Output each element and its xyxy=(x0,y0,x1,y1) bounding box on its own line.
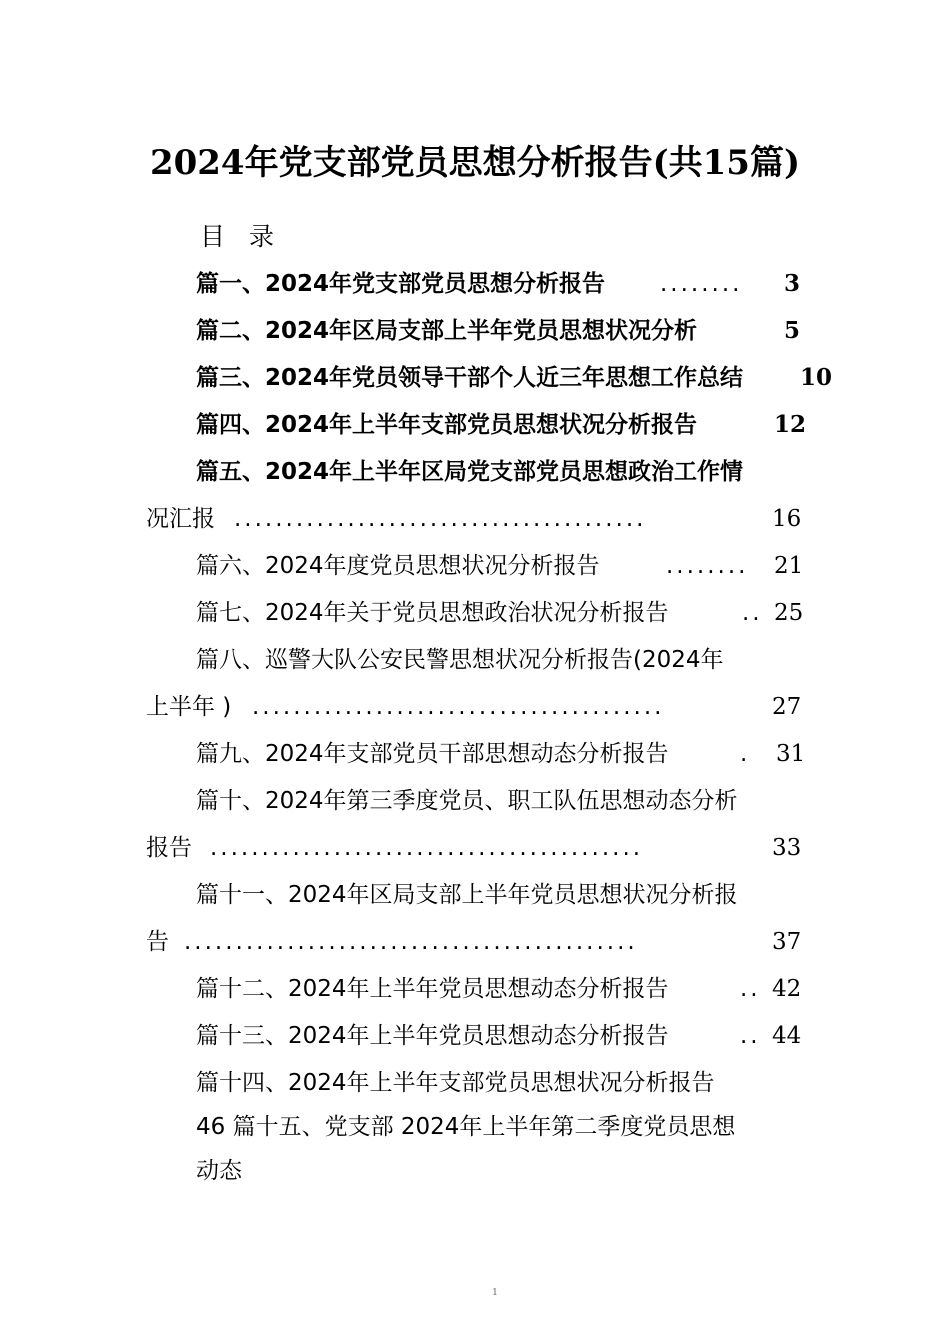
toc-entry-13-leader xyxy=(740,1019,761,1053)
toc-entry-14-cont[interactable] xyxy=(196,1110,735,1144)
toc-entry-title-cont: 况汇报 xyxy=(146,506,215,532)
dot-leader: .. xyxy=(742,600,763,626)
toc-entry-title: 篇五、2024年上半年区局党支部党员思想政治工作情 xyxy=(196,459,744,485)
toc-entry-title: 篇三、2024年党员领导干部个人近三年思想工作总结 xyxy=(196,365,744,391)
document-title: 2024年党支部党员思想分析报告(共15篇) xyxy=(149,143,801,183)
toc-entry-title-cont: 46 篇十五、党支部 2024年上半年第二季度党员思想 xyxy=(196,1114,736,1140)
toc-entry-title: 篇二、2024年区局支部上半年党员思想状况分析 xyxy=(196,318,698,344)
toc-heading: 目 录 xyxy=(200,222,282,251)
toc-entry-title-cont: 报告 xyxy=(146,835,192,861)
toc-entry-4-page: 12 xyxy=(774,411,807,438)
toc-entry-8-leader xyxy=(252,690,664,724)
toc-entry-11-cont xyxy=(146,925,169,959)
toc-entry-title-cont: 上半年 ) xyxy=(146,694,232,720)
toc-entry-5[interactable] xyxy=(196,455,743,489)
dot-leader: ........ xyxy=(660,271,743,297)
toc-entry-title: 篇七、2024年关于党员思想政治状况分析报告 xyxy=(196,600,669,626)
toc-entry-title-cont: 动态 xyxy=(196,1158,242,1184)
toc-entry-title: 篇十一、2024年区局支部上半年党员思想状况分析报 xyxy=(196,882,738,908)
toc-entry-4[interactable] xyxy=(196,408,697,442)
toc-entry-5-page: 16 xyxy=(772,506,802,532)
dot-leader: ........................................ xyxy=(234,506,647,532)
toc-entry-12[interactable] xyxy=(196,972,669,1006)
toc-entry-9-page: 31 xyxy=(776,741,806,767)
toc-entry-11-page: 37 xyxy=(772,929,802,955)
toc-entry-15-cont xyxy=(196,1154,242,1188)
toc-entry-11[interactable] xyxy=(196,878,738,912)
toc-entry-2[interactable] xyxy=(196,314,697,348)
toc-entry-title-cont: 告 xyxy=(146,929,169,955)
toc-entry-3[interactable] xyxy=(196,361,743,395)
toc-entry-10-leader xyxy=(210,831,643,865)
dot-leader: ............................................ xyxy=(184,929,638,955)
toc-entry-7-page: 25 xyxy=(774,600,804,626)
toc-entry-6-leader xyxy=(666,549,749,583)
toc-entry-10-cont xyxy=(146,831,192,865)
toc-entry-12-page: 42 xyxy=(772,976,802,1002)
toc-entry-13[interactable] xyxy=(196,1019,669,1053)
dot-leader: .. xyxy=(740,1023,761,1049)
toc-entry-title: 篇十三、2024年上半年党员思想动态分析报告 xyxy=(196,1023,669,1049)
toc-entry-9-leader xyxy=(740,737,750,771)
toc-entry-title: 篇十二、2024年上半年党员思想动态分析报告 xyxy=(196,976,669,1002)
toc-entry-3-page: 10 xyxy=(800,364,833,391)
toc-entry-14[interactable] xyxy=(196,1066,715,1100)
toc-entry-title: 篇九、2024年支部党员干部思想动态分析报告 xyxy=(196,741,669,767)
toc-entry-title: 篇八、巡警大队公安民警思想状况分析报告(2024年 xyxy=(196,647,724,673)
toc-entry-8-page: 27 xyxy=(772,694,802,720)
dot-leader: . xyxy=(740,741,751,767)
toc-entry-1-leader xyxy=(660,267,743,301)
toc-entry-6[interactable] xyxy=(196,549,600,583)
toc-entry-10-page: 33 xyxy=(772,835,802,861)
toc-entry-6-page: 21 xyxy=(774,553,804,579)
toc-entry-2-page: 5 xyxy=(784,317,801,344)
dot-leader: ........ xyxy=(666,553,749,579)
toc-entry-11-leader xyxy=(184,925,638,959)
page-number: 1 xyxy=(492,1288,498,1298)
toc-entry-5-cont xyxy=(146,502,215,536)
toc-entry-1-page: 3 xyxy=(784,270,801,297)
toc-entry-7-leader xyxy=(742,596,763,630)
toc-entry-1[interactable] xyxy=(196,267,605,301)
toc-entry-5-leader xyxy=(234,502,646,536)
toc-entry-13-page: 44 xyxy=(772,1023,802,1049)
toc-entry-title: 篇四、2024年上半年支部党员思想状况分析报告 xyxy=(196,412,698,438)
toc-entry-7[interactable] xyxy=(196,596,669,630)
dot-leader: .. xyxy=(740,976,761,1002)
toc-entry-8[interactable] xyxy=(196,643,724,677)
dot-leader: .......................................... xyxy=(210,835,644,861)
toc-entry-title: 篇十、2024年第三季度党员、职工队伍思想动态分析 xyxy=(196,788,738,814)
toc-entry-title: 篇一、2024年党支部党员思想分析报告 xyxy=(196,271,606,297)
dot-leader: ........................................ xyxy=(252,694,665,720)
toc-entry-10[interactable] xyxy=(196,784,738,818)
toc-entry-12-leader xyxy=(740,972,761,1006)
toc-entry-9[interactable] xyxy=(196,737,669,771)
toc-entry-8-cont xyxy=(146,690,231,724)
toc-entry-title: 篇十四、2024年上半年支部党员思想状况分析报告 xyxy=(196,1070,715,1096)
toc-entry-title: 篇六、2024年度党员思想状况分析报告 xyxy=(196,553,600,579)
